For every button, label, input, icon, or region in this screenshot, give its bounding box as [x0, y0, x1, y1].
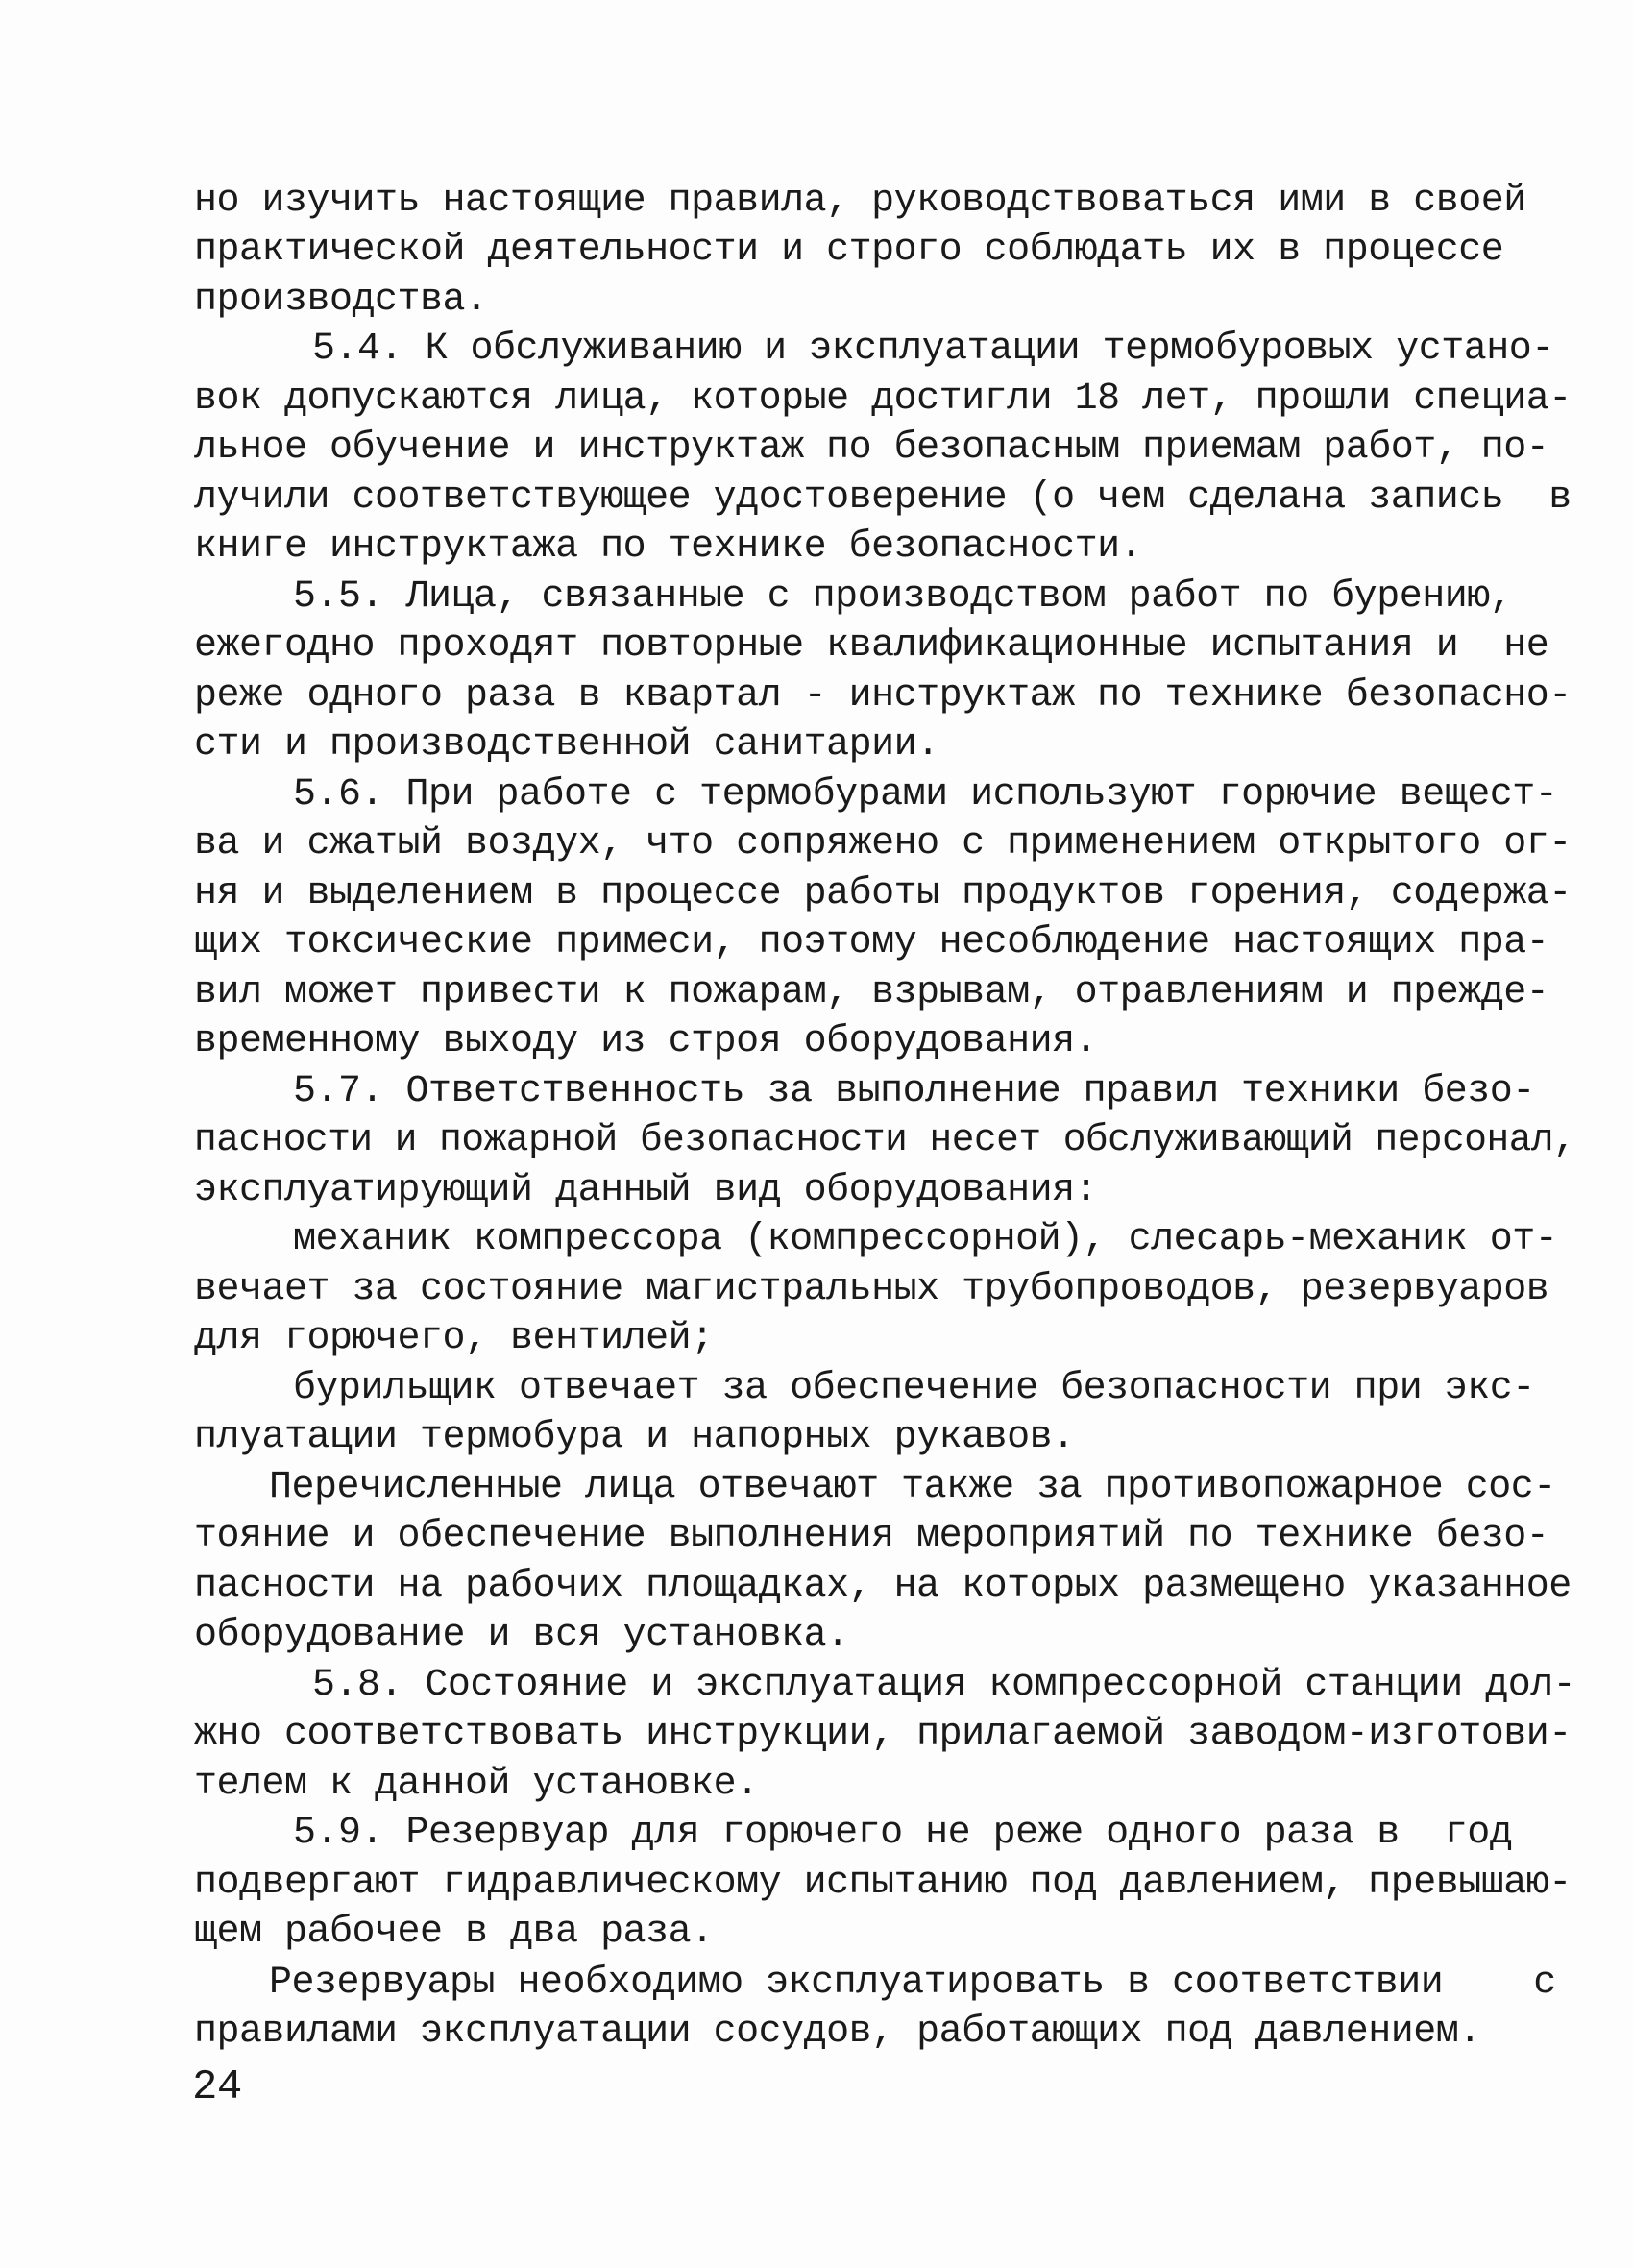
text-line: 5.7. Ответственность за выполнение правил техники безо- — [293, 1070, 1535, 1113]
text-line: ва и сжатый воздух, что сопряжено с применением открытого ог- — [194, 822, 1572, 866]
text-line: льное обучение и инструктаж по безопасным приемам работ, по- — [194, 427, 1549, 470]
text-line: ня и выделением в процессе работы продуктов горения, содержа- — [194, 872, 1572, 915]
text-line: сти и производственной санитарии. — [194, 723, 939, 767]
text-line: правилами эксплуатации сосудов, работающих под давлением. — [194, 2011, 1481, 2054]
text-line: Перечисленные лица отвечают также за противопожарное сос- — [269, 1466, 1556, 1509]
text-line: лучили соответствующее удостоверение (о чем сделана запись в — [194, 476, 1572, 520]
text-line: вок допускаются лица, которые достигли 18 лет, прошли специа- — [194, 378, 1572, 421]
text-line: но изучить настоящие правила, руководствоваться ими в своей — [194, 180, 1526, 223]
text-line: телем к данной установке. — [194, 1763, 759, 1806]
text-line: жно соответствовать инструкции, прилагаемой заводом-изготови- — [194, 1713, 1572, 1756]
text-line: 5.9. Резервуар для горючего не реже одного раза в год — [293, 1812, 1513, 1855]
text-line: 5.6. При работе с термобурами используют горючие вещест- — [293, 773, 1558, 817]
text-line: пасности на рабочих площадках, на которых размещено указанное — [194, 1565, 1572, 1608]
text-line: для горючего, вентилей; — [194, 1317, 714, 1360]
text-line: реже одного раза в квартал - инструктаж по технике безопасно- — [194, 674, 1572, 718]
text-line: 5.4. К обслуживанию и эксплуатации термобуровых устано- — [312, 328, 1554, 371]
text-line: щем рабочее в два раза. — [194, 1911, 714, 1954]
text-line: эксплуатирующий данный вид оборудования: — [194, 1169, 1098, 1212]
text-line: тояние и обеспечение выполнения мероприятий по технике безо- — [194, 1515, 1549, 1558]
text-line: механик компрессора (компрессорной), слесарь-механик от- — [293, 1218, 1558, 1261]
text-line: бурильщик отвечает за обеспечение безопасности при экс- — [293, 1367, 1535, 1410]
text-line: подвергают гидравлическому испытанию под давлением, превышаю- — [194, 1862, 1572, 1905]
text-line: 5.5. Лица, связанные с производством работ по бурению, — [293, 575, 1513, 619]
page-number: 24 — [192, 2063, 242, 2111]
text-line: вил может привести к пожарам, взрывам, отравлениям и прежде- — [194, 971, 1549, 1014]
text-line: книге инструктажа по технике безопасности. — [194, 525, 1143, 569]
text-line: плуатации термобура и напорных рукавов. — [194, 1416, 1075, 1459]
text-line: 5.8. Состояние и эксплуатация компрессорной станции дол- — [312, 1664, 1576, 1707]
text-line: Резервуары необходимо эксплуатировать в соответствии с — [269, 1962, 1556, 2005]
text-line: временному выходу из строя оборудования. — [194, 1020, 1098, 1063]
text-line: пасности и пожарной безопасности несет обслуживающий персонал, — [194, 1119, 1576, 1162]
text-line: вечает за состояние магистральных трубопроводов, резервуаров — [194, 1268, 1549, 1311]
text-line: производства. — [194, 279, 488, 322]
text-line: оборудование и вся установка. — [194, 1614, 849, 1657]
text-line: практической деятельности и строго соблюдать их в процессе — [194, 229, 1504, 272]
text-line: щих токсические примеси, поэтому несоблюдение настоящих пра- — [194, 921, 1549, 964]
text-line: ежегодно проходят повторные квалификационные испытания и не — [194, 624, 1549, 668]
